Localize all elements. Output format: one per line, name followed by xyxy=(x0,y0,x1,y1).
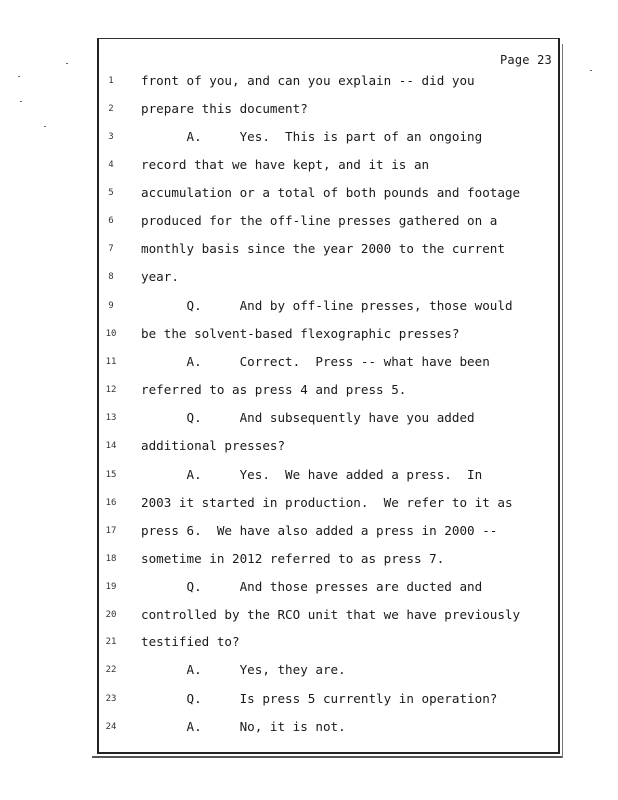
line-text: 2003 it started in production. We refer to it as xyxy=(141,495,513,510)
transcript-line xyxy=(0,607,618,627)
line-number: 15 xyxy=(105,470,117,480)
transcript-line xyxy=(0,495,618,515)
line-text: Q. Is press 5 currently in operation? xyxy=(141,691,498,706)
line-text: front of you, and can you explain -- did you xyxy=(141,73,475,88)
line-number: 22 xyxy=(105,665,117,675)
scan-speck xyxy=(44,126,46,127)
line-number: 4 xyxy=(108,160,114,170)
line-text: controlled by the RCO unit that we have previously xyxy=(141,607,521,622)
line-number: 1 xyxy=(108,76,114,86)
line-text: Q. And by off-line presses, those would xyxy=(141,298,513,313)
line-text: A. Correct. Press -- what have been xyxy=(141,354,490,369)
transcript-line xyxy=(0,269,618,289)
line-text: produced for the off-line presses gathered on a xyxy=(141,213,498,228)
transcript-line xyxy=(0,382,618,402)
line-text: sometime in 2012 referred to as press 7. xyxy=(141,551,445,566)
line-text: accumulation or a total of both pounds and footage xyxy=(141,185,521,200)
line-number: 6 xyxy=(108,216,114,226)
transcript-line xyxy=(0,523,618,543)
line-text: A. Yes. We have added a press. In xyxy=(141,467,483,482)
line-number: 5 xyxy=(108,188,114,198)
line-text: Q. And subsequently have you added xyxy=(141,410,475,425)
scan-speck xyxy=(66,63,68,64)
line-number: 7 xyxy=(108,244,114,254)
transcript-line xyxy=(0,213,618,233)
line-number: 24 xyxy=(105,722,117,732)
line-text: referred to as press 4 and press 5. xyxy=(141,382,407,397)
line-number: 13 xyxy=(105,413,117,423)
line-number: 12 xyxy=(105,385,117,395)
transcript-line xyxy=(0,241,618,261)
line-number: 2 xyxy=(108,104,114,114)
transcript-line xyxy=(0,691,618,711)
line-text: A. No, it is not. xyxy=(141,719,346,734)
line-text: A. Yes, they are. xyxy=(141,662,346,677)
transcript-line xyxy=(0,326,618,346)
transcript-line xyxy=(0,354,618,374)
transcript-line xyxy=(0,410,618,430)
transcript-line xyxy=(0,719,618,739)
transcript-line xyxy=(0,101,618,121)
line-number: 8 xyxy=(108,272,114,282)
line-text: record that we have kept, and it is an xyxy=(141,157,430,172)
transcript-line xyxy=(0,157,618,177)
line-text: Q. And those presses are ducted and xyxy=(141,579,483,594)
line-text: A. Yes. This is part of an ongoing xyxy=(141,129,483,144)
line-number: 19 xyxy=(105,582,117,592)
transcript-line xyxy=(0,579,618,599)
transcript-line xyxy=(0,298,618,318)
line-number: 11 xyxy=(105,357,117,367)
transcript-line xyxy=(0,551,618,571)
line-number: 16 xyxy=(105,498,117,508)
line-number: 20 xyxy=(105,610,117,620)
line-number: 18 xyxy=(105,554,117,564)
line-text: press 6. We have also added a press in 2000 -- xyxy=(141,523,498,538)
line-number: 23 xyxy=(105,694,117,704)
line-text: monthly basis since the year 2000 to the current xyxy=(141,241,505,256)
scan-speck xyxy=(18,76,20,77)
line-number: 14 xyxy=(105,441,117,451)
line-number: 9 xyxy=(108,301,114,311)
line-text: testified to? xyxy=(141,634,240,649)
transcript-line xyxy=(0,634,618,654)
line-text: year. xyxy=(141,269,179,284)
transcript-line xyxy=(0,73,618,93)
line-number: 3 xyxy=(108,132,114,142)
transcript-line xyxy=(0,438,618,458)
line-text: prepare this document? xyxy=(141,101,308,116)
line-number: 17 xyxy=(105,526,117,536)
line-text: additional presses? xyxy=(141,438,286,453)
line-number: 10 xyxy=(105,329,117,339)
scan-speck xyxy=(590,70,592,71)
scan-speck xyxy=(20,101,22,102)
page-number: Page 23 xyxy=(500,53,552,67)
transcript-line xyxy=(0,467,618,487)
transcript-line xyxy=(0,129,618,149)
line-text: be the solvent-based flexographic presses? xyxy=(141,326,460,341)
page-edge-shadow-bottom xyxy=(92,756,562,758)
transcript-line xyxy=(0,185,618,205)
transcript-line xyxy=(0,662,618,682)
line-number: 21 xyxy=(105,637,117,647)
